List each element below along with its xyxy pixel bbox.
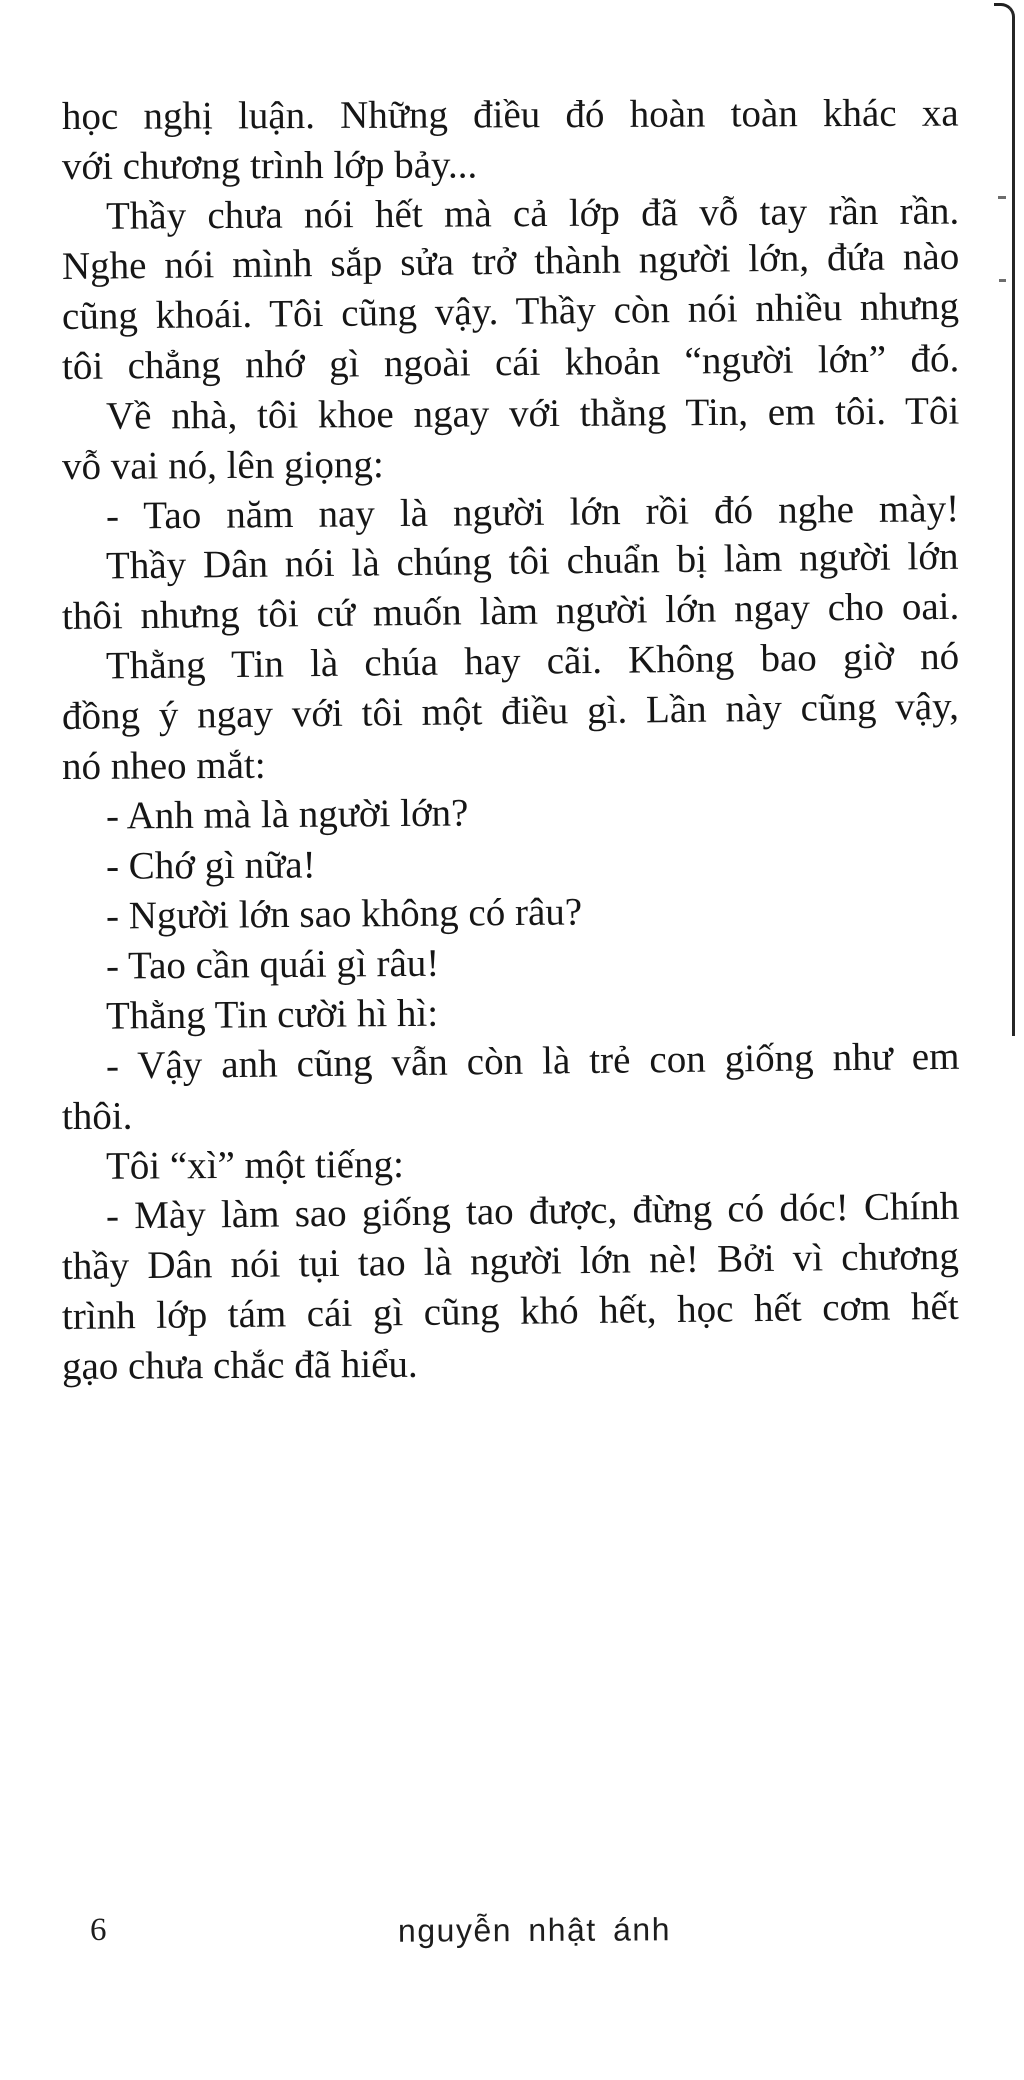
running-footer-author: nguyễn nhật ánh [397, 1911, 672, 1949]
text-line: với chương trình lớp bảy... [61, 143, 478, 188]
text-line: - Anh mà là người lớn? [105, 791, 469, 838]
text-line: tôi chẳng nhớ gì ngoài cái khoản “người lớn” đó. [61, 337, 960, 388]
text-line: cũng khoái. Tôi cũng vậy. Thầy còn nói nhiều nhưng [61, 284, 960, 338]
text-line: - Vậy anh cũng vẫn còn là trẻ con giống như em [105, 1034, 960, 1088]
scan-speck [998, 196, 1006, 199]
text-line: đồng ý ngay với tôi một điều gì. Lần này cũng vậy, [61, 684, 960, 738]
paragraph [61, 1184, 960, 1392]
text-line: Thầy Dân nói là chúng tôi chuẩn bị làm người lớn [105, 534, 959, 588]
text-line: nó nheo mắt: [61, 743, 266, 788]
text-line: Tôi “xì” một tiếng: [105, 1142, 404, 1188]
text-line: Nghe nói mình sắp sửa trở thành người lớn, đứa nào [61, 234, 960, 288]
text-line: - Tao cần quái gì râu! [105, 941, 440, 988]
text-line: - Mày làm sao giống tao được, đừng có dóc! Chính [105, 1184, 960, 1238]
paragraph [61, 1034, 960, 1142]
scan-speck [999, 279, 1006, 282]
text-line: Thằng Tin cười hì hì: [105, 991, 439, 1038]
paragraph [61, 389, 960, 492]
text-line: - Người lớn sao không có râu? [105, 890, 583, 938]
text-line: trình lớp tám cái gì cũng khó hết, học hết cơm hết [61, 1284, 959, 1338]
text-line: Về nhà, tôi khoe ngay với thằng Tin, em tôi. Tôi [105, 389, 960, 438]
scan-edge-artifact [994, 3, 1015, 1036]
page-footer [62, 1906, 959, 1958]
paragraph [62, 792, 959, 842]
paragraph [61, 534, 960, 642]
text-line: Thầy chưa nói hết mà cả lớp đã vỗ tay rần rần. [105, 189, 960, 238]
text-line: gạo chưa chắc đã hiểu. [61, 1342, 418, 1388]
text-line: Thằng Tin là chúa hay cãi. Không bao giờ nó [105, 634, 960, 688]
paragraph [62, 92, 959, 192]
paragraph [61, 189, 960, 392]
text-line: vỗ vai nó, lên giọng: [61, 443, 384, 488]
paragraph [61, 634, 960, 792]
text-line: - Tao năm nay là người lớn rồi đó nghe mày! [105, 487, 960, 538]
text-line: thôi. [61, 1094, 133, 1138]
text-line: thôi nhưng tôi cứ muốn làm người lớn ngay cho oai. [61, 584, 960, 638]
body-text [62, 92, 959, 1392]
page-number: 6 [90, 1912, 107, 1948]
text-line: - Chớ gì nữa! [105, 843, 316, 888]
text-line: thầy Dân nói tụi tao là người lớn nè! Bởi vì chương [61, 1234, 960, 1288]
text-line: học nghị luận. Những điều đó hoàn toàn khác xa [61, 91, 959, 138]
